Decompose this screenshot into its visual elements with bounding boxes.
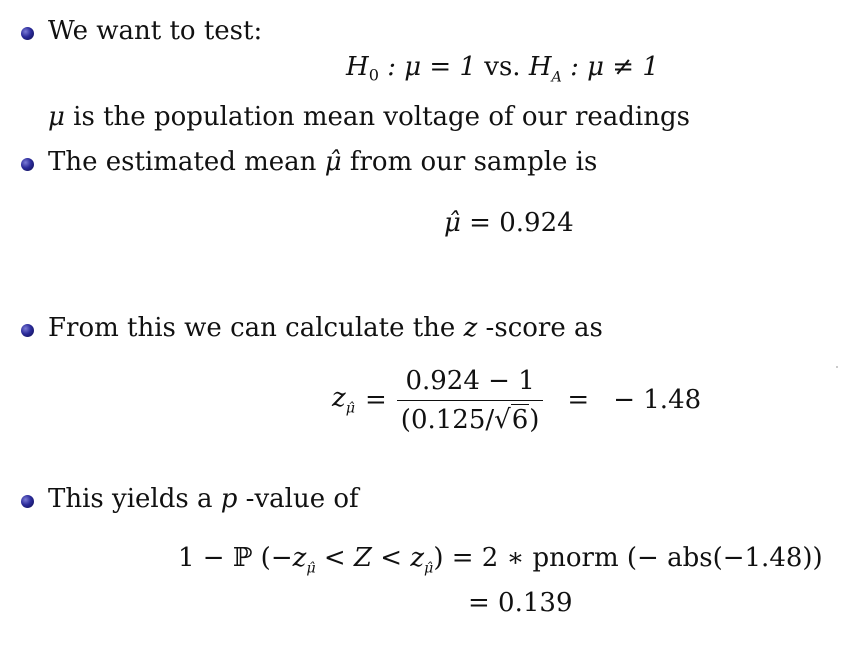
vs-text: vs. (484, 52, 521, 82)
hypothesis-equation: $H_0$ : μ = 1 vs. $H_A$ : μ ≠ 1 (346, 52, 659, 86)
ha-symbol: H (528, 52, 552, 82)
pnorm-function: pnorm (532, 543, 619, 573)
fraction-denominator: (0.125/√6) (400, 404, 540, 435)
h0-symbol: H (346, 52, 369, 82)
fraction-numerator: 0.924 − 1 (397, 366, 544, 401)
zscore-fraction (397, 366, 544, 435)
bullet-4-marker (21, 495, 34, 508)
bullet-4-text: This yields a p -value of (48, 484, 359, 514)
bullet-3-text: From this we can calculate the z -score as (48, 313, 603, 343)
estimate-equation: μ̂ = 0.924 (444, 208, 574, 238)
bullet-2-text: The estimated mean μ̂ from our sample is (48, 147, 598, 177)
h0-relation: : μ = 1 (387, 52, 476, 82)
stray-dot (836, 366, 838, 368)
mu-description: μ is the population mean voltage of our readings (48, 102, 690, 132)
zscore-lhs: $z_{\mû}$ (332, 383, 355, 417)
bullet-3-marker (21, 324, 34, 337)
zscore-result: − 1.48 (613, 385, 702, 415)
ha-relation: : μ ≠ 1 (570, 52, 659, 82)
bullet-1-marker (21, 27, 34, 40)
bullet-1-text: We want to test: (48, 16, 263, 46)
bullet-2-marker (21, 158, 34, 171)
sqrt-symbol: √6 (494, 404, 529, 435)
pvalue-equation-line2: = 0.139 (468, 588, 573, 618)
pvalue-equation-line1: 1 − ℙ $(-z_{\mû} < Z < z_{\mû}) = 2$ ∗ pnorm (− abs(−1.48)) (178, 543, 823, 577)
zscore-equation: $z_{\mû}$ = $\frac{0.924 - 1}{(0.125/√6)}$ = − 1.48 (332, 365, 702, 435)
